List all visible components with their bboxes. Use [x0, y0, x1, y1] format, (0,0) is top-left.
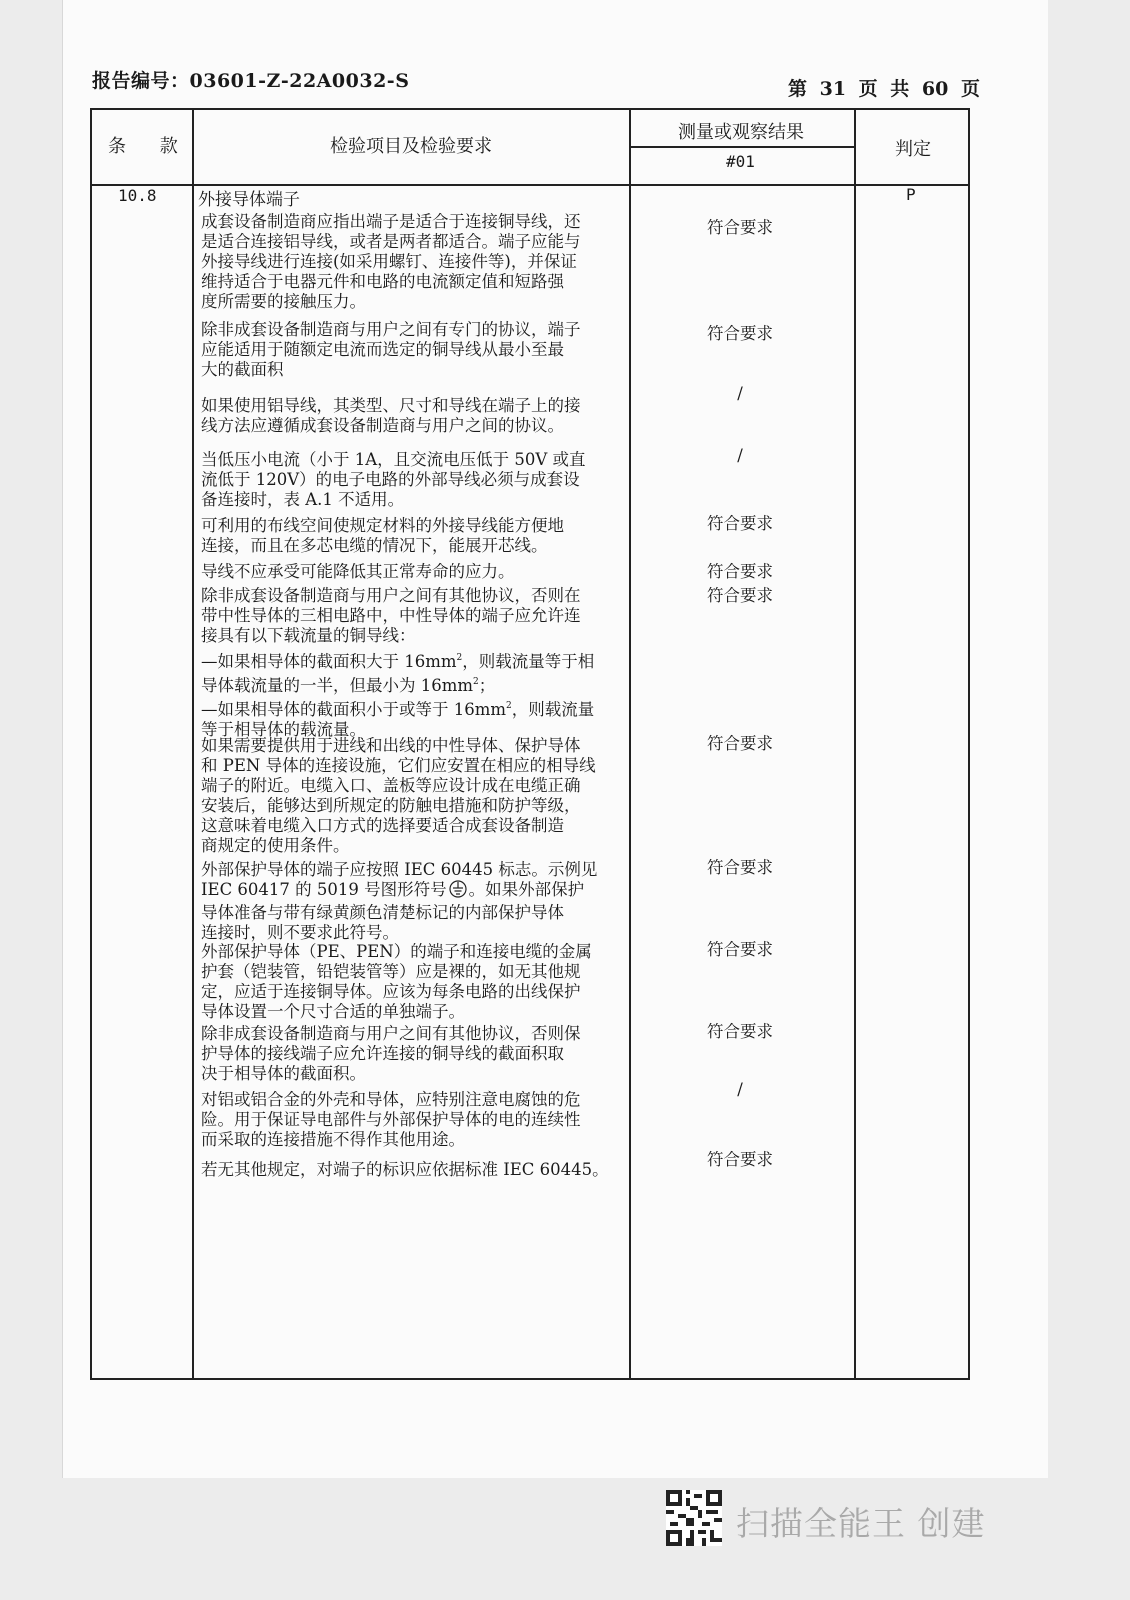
requirement-text: 若无其他规定，对端子的标识应依据标准 IEC 60445。 — [201, 1160, 609, 1179]
item-column-header: 检验项目及检验要求 — [330, 136, 492, 157]
requirement-text: 如果使用铝导线，其类型、尺寸和导线在端子上的接 线方法应遵循成套设备制造商与用户之间的协议。 — [201, 396, 581, 435]
scanner-watermark — [666, 1490, 1006, 1550]
requirement-text: —如果相导体的截面积大于 $16mm^2$，则载流量等于相 导体载流量的一半，但最小为 $16mm^2$； —如果相导体的截面积小于或等于 $16mm^2$，则载流量 等于相导体的载流量。 — [201, 652, 595, 739]
result-value: 符合要求 — [707, 218, 773, 237]
result-value: 符合要求 — [707, 324, 773, 343]
clause-number: 10.8 — [118, 186, 157, 205]
result-value: / — [737, 384, 743, 403]
requirement-text: 如果需要提供用于进线和出线的中性导体、保护导体 和 PEN 导体的连接设施，它们应安置在相应的相导线 端子的附近。电缆入口、盖板等应设计成在电缆正确 安装后，能够达到所规定的防触电措施和防护等级， 这意味着电缆入口方式的选择要适合成套设备制造 商规定的使用条件。 — [201, 736, 596, 855]
watermark-text: 扫描全能王 创建 — [736, 1504, 986, 1543]
qr-code-icon — [666, 1490, 722, 1546]
report-number: 报告编号：03601-Z-22A0032-S — [92, 70, 410, 92]
col-divider-3 — [854, 110, 856, 1378]
result-value: 符合要求 — [707, 562, 773, 581]
result-value: / — [737, 1080, 743, 1099]
requirement-text: 外部保护导体（PE、PEN）的端子和连接电缆的金属 护套（铠装管，铅铠装管等）应是裸的，如无其他规 定，应适于连接铜导体。应该为每条电路的出线保护 导体设置一个尺寸合适的单独端子。 — [201, 942, 592, 1021]
requirement-text: 可利用的布线空间使规定材料的外接导线能方便地 连接，而且在多芯电缆的情况下，能展开芯线。 — [201, 516, 564, 555]
result-value: 符合要求 — [707, 940, 773, 959]
requirement-text: 成套设备制造商应指出端子是适合于连接铜导线，还 是适合连接铝导线，或者是两者都适合。端子应能与 外接导线进行连接(如采用螺钉、连接件等)，并保证 维持适合于电器元件和电路的电流额定值和短路强 度所需要的接触压力。 — [201, 212, 581, 311]
result-value: 符合要求 — [707, 734, 773, 753]
sample-column-header: #01 — [726, 152, 755, 171]
requirement-text: 对铝或铝合金的外壳和导体，应特别注意电腐蚀的危 险。用于保证导电部件与外部保护导体的电的连续性 而采取的连接措施不得作其他用途。 — [201, 1090, 581, 1149]
result-value: / — [737, 446, 743, 465]
result-column-header: 测量或观察结果 — [678, 122, 804, 143]
col-divider-1 — [192, 110, 194, 1378]
requirement-text: 当低压小电流（小于 1A，且交流电压低于 50V 或直 流低于 120V）的电子电路的外部导线必须与成套设 备连接时，表 A.1 不适用。 — [201, 450, 586, 509]
verdict-value: P — [906, 185, 916, 204]
verdict-column-header: 判定 — [895, 139, 931, 160]
clause-column-header: 条 款 — [108, 136, 192, 157]
requirement-text: 除非成套设备制造商与用户之间有其他协议，否则保 护导体的接线端子应允许连接的铜导线的截面积取 决于相导体的截面积。 — [201, 1024, 581, 1083]
requirement-text: 除非成套设备制造商与用户之间有其他协议，否则在 带中性导体的三相电路中，中性导体的端子应允许连 接具有以下载流量的铜导线： — [201, 586, 581, 645]
requirement-text: 除非成套设备制造商与用户之间有专门的协议，端子 应能适用于随额定电流而选定的铜导线从最小至最 大的截面积 — [201, 320, 581, 379]
page-indicator: 第 31 页 共 60 页 — [788, 78, 980, 100]
section-title: 外接导体端子 — [198, 190, 300, 210]
result-subheader-rule — [629, 146, 854, 148]
protective-earth-icon — [449, 880, 467, 903]
requirement-text: 外部保护导体的端子应按照 IEC 60445 标志。示例见 IEC 60417 的 5019 号图形符号 。如果外部保护 导体准备与带有绿黄颜色清楚标记的内部保护导体 连接时，则不要求此符号。 — [201, 860, 598, 942]
result-value: 符合要求 — [707, 1022, 773, 1041]
result-value: 符合要求 — [707, 858, 773, 877]
result-value: 符合要求 — [707, 586, 773, 605]
result-value: 符合要求 — [707, 1150, 773, 1169]
requirement-text: 导线不应承受可能降低其正常寿命的应力。 — [201, 562, 515, 581]
result-value: 符合要求 — [707, 514, 773, 533]
